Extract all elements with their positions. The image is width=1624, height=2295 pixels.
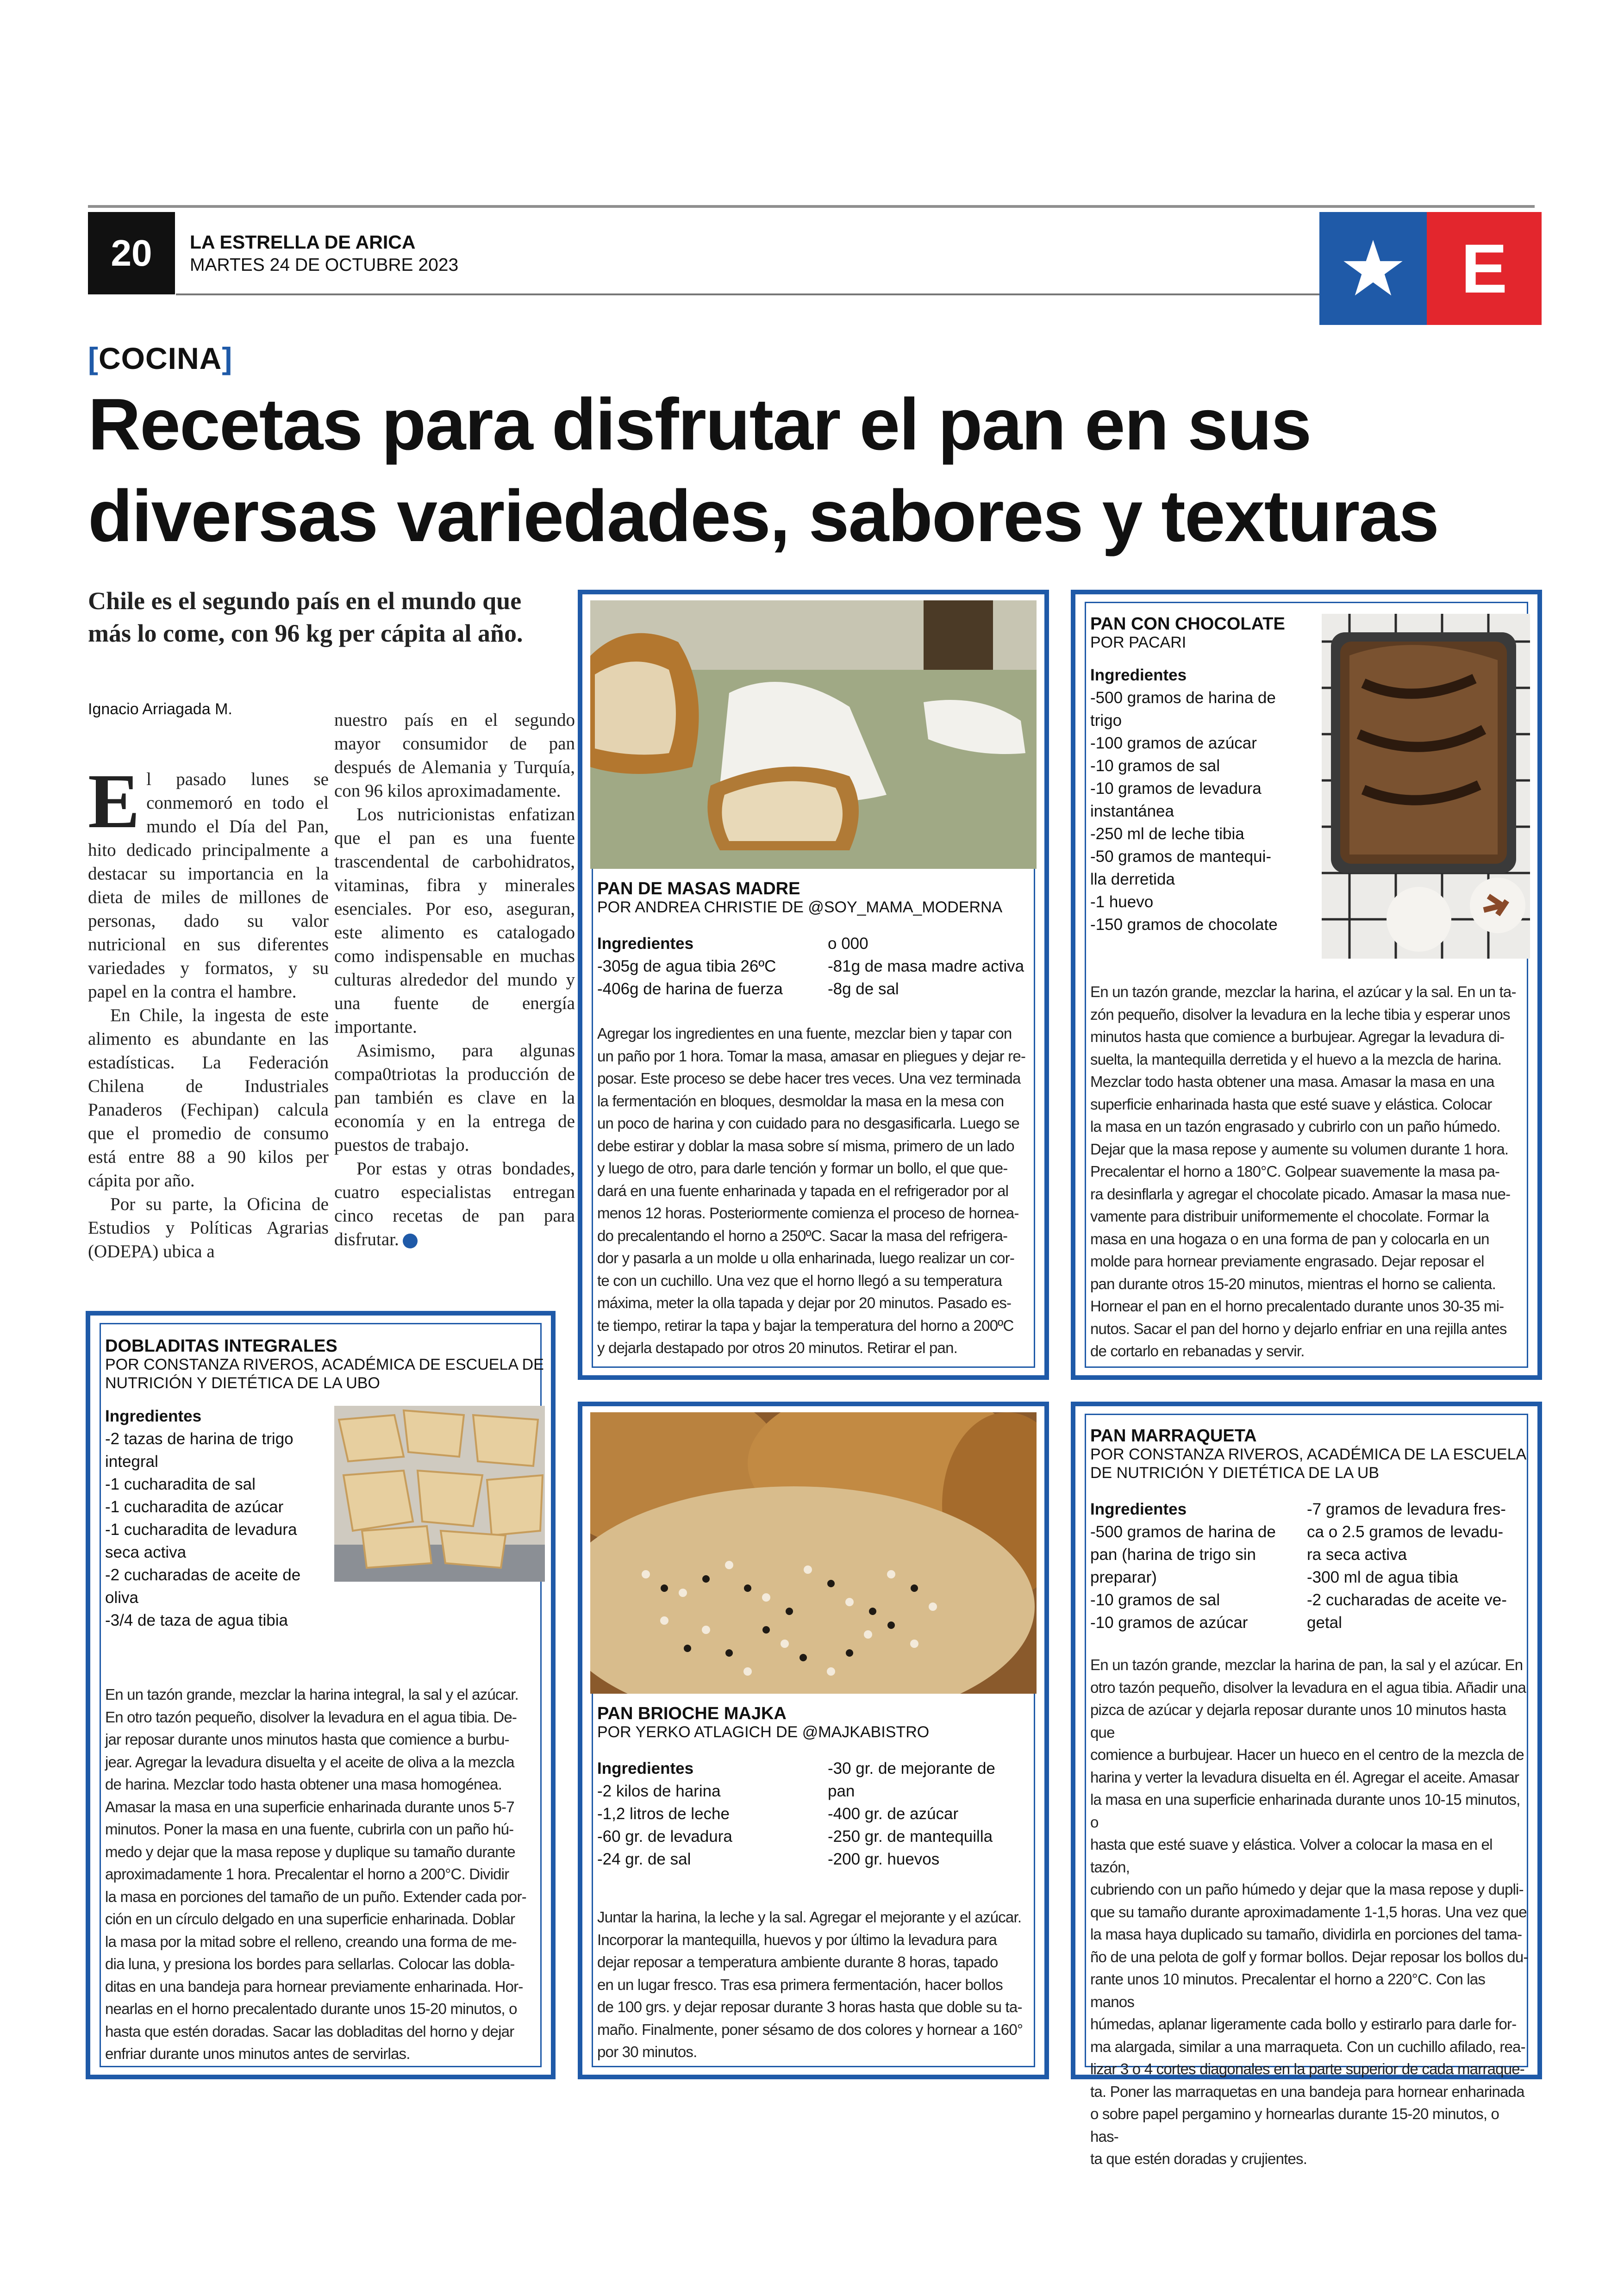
ingredients-label: Ingredientes [105, 1407, 202, 1425]
ingredient: ca o 2.5 gramos de levadu- [1307, 1523, 1504, 1541]
ingredients-column-2 [828, 1757, 995, 1871]
section-label: [COCINA] [88, 341, 233, 375]
ingredient: -2 cucharadas de aceite ve- [1307, 1591, 1507, 1609]
article-paragraph-2: En Chile, la ingesta de este alimento es abundante en las estadísticas. La Federación Chilena de Industriales Panaderos (Fechipan) calcula que el promedio de consumo está entre 88 a 90 kilos per cápita por año. [88, 1005, 329, 1191]
ingredients-list [1090, 664, 1312, 936]
ingredient: -10 gramos de levadura [1090, 780, 1262, 798]
ingredients-label: Ingredientes [597, 1759, 694, 1777]
ingredient: -200 gr. huevos [828, 1850, 940, 1868]
headline-line-1: Recetas para disfrutar el pan en sus [88, 384, 1311, 465]
ingredient: -400 gr. de azúcar [828, 1805, 959, 1823]
newspaper-name: LA ESTRELLA DE ARICA [190, 231, 416, 253]
ingredient: -305g de agua tibia 26ºC [597, 957, 776, 975]
star-icon [1319, 212, 1427, 325]
recipe-author: POR YERKO ATLAGICH DE @MAJKABISTRO [597, 1723, 930, 1741]
article-paragraph-4: nuestro país en el segundo mayor consumidor de pan después de Alemania y Turquía, con 96 kilos aproximadamente. [334, 710, 575, 801]
top-rule [88, 205, 1535, 208]
ingredient: -250 ml de leche tibia [1090, 825, 1244, 843]
ingredient: -250 gr. de mantequilla [828, 1827, 993, 1846]
ingredient: -50 gramos de mantequi- [1090, 848, 1272, 866]
ingredient: -1,2 litros de leche [597, 1805, 730, 1823]
page-number: 20 [88, 212, 175, 294]
ingredient: preparar) [1090, 1568, 1157, 1586]
sourdough-bread-photo [590, 600, 1037, 869]
article-paragraph-5: Los nutricionistas enfatizan que el pan es una fuente trascendental de carbohidratos, vitaminas, fibra y minerales esenciales. Por eso, aseguran, este alimento es catalogado como indispensable en muchas culturas alrededor del mundo y una fuente de energía importante. [334, 804, 575, 1037]
ingredient: -60 gr. de levadura [597, 1827, 732, 1846]
ingredient: trigo [1090, 711, 1122, 730]
ingredient: seca activa [105, 1543, 187, 1561]
recipe-instructions: En un tazón grande, mezclar la harina de pan, la sal y el azúcar. En otro tazón pequeño, disolver la levadura en el agua tibia. Añadir una pizca de azúcar y dejarla reposar durante unos 10 minutos hasta que comience a burbujear. Hacer un hueco en el centro de la mezcla de harina y verter la levadura disuelta en él. Agregar el aceite. Amasar la masa en una superficie enharinada durante unos 10-15 minutos, o hasta que esté suave y elástica. Volver a colocar la masa en el tazón, cubriendo con un paño húmedo y dejar que la masa repose y dupli- que su tamaño durante aproximadamente 1-1,5 horas. Una vez que la masa haya duplicado su tamaño, dividirla en porciones del tama- ño de una pelota de golf y formar bollos. Dejar reposar los bollos du- rante unos 10 minutos. Precalentar el horno a 220°C. Con las manos húmedas, aplanar ligeramente cada bollo y estirarlo para darle for- ma alargada, similar a una marraqueta. Con un cuchillo afilado, rea- lizar 3 o 4 cortes diagonales en la parte superior de cada marraque- ta. Poner las marraquetas en una bandeja para hornear enharinada o sobre papel pergamino y hornearlas durante 15-20 minutos, o has- ta que estén doradas y crujientes. [1090, 1656, 1528, 2167]
article-lead: Chile es el segundo país en el mundo que más lo come, con 96 kg per cápita al año. [88, 587, 523, 647]
header-rule [176, 293, 1319, 295]
recipe-title: DOBLADITAS INTEGRALES [105, 1336, 337, 1356]
recipe-instructions: En un tazón grande, mezclar la harina integral, la sal y el azúcar. En otro tazón pequeño, disolver la levadura en el agua tibia. De- jar reposar durante unos minutos hasta que comience a burbu- jear. Agregar la levadura disuelta y el aceite de oliva a la mezcla de harina. Mezclar todo hasta obtener una masa homogénea. Amasar la masa en una superficie enharinada durante unos 5-7 minutos. Poner la masa en una fuente, cubrirla con un paño hú- medo y dejar que la masa repose y duplique su tamaño durante aproximadamente 1 hora. Precalentar el horno a 200°C. Dividir la masa en porciones del tamaño de un puño. Extender cada por- ción en un círculo delgado en una superficie enharinada. Doblar la masa por la mitad sobre el relleno, creando una forma de me- dia luna, y presiona los bordes para sellarlas. Colocar las dobla- ditas en una bandeja para hornear previamente enharinada. Hor- nearlas en el horno precalentado durante unos 15-20 minutos, o hasta que estén doradas. Sacar las dobladitas del horno y dejar enfriar durante unos minutos antes de servirlas. [105, 1686, 526, 2062]
ingredient: o 000 [828, 935, 868, 953]
ingredients-column-2 [828, 932, 1024, 1000]
ingredient: -2 cucharadas de aceite de [105, 1566, 301, 1584]
drop-cap: E [88, 758, 140, 844]
recipe-title: PAN DE MASAS MADRE [597, 879, 800, 898]
article-column-2 [334, 708, 575, 1251]
ingredient: -1 cucharadita de azúcar [105, 1498, 284, 1516]
end-of-article-icon [403, 1234, 418, 1248]
ingredient: -7 gramos de levadura fres- [1307, 1500, 1506, 1518]
recipe-author-line-1: POR CONSTANZA RIVEROS, ACADÉMICA DE LA ESCUELA [1090, 1446, 1527, 1463]
article-paragraph-3: Por su parte, la Oficina de Estudios y Políticas Agrarias (ODEPA) ubica a [88, 1194, 329, 1261]
ingredient: pan (harina de trigo sin [1090, 1546, 1256, 1564]
ingredient: ra seca activa [1307, 1546, 1407, 1564]
ingredient: getal [1307, 1614, 1342, 1632]
ingredient: -10 gramos de sal [1090, 757, 1220, 775]
recipe-box-dobladitas [86, 1311, 556, 2079]
dobladitas-photo [334, 1406, 545, 1582]
recipe-title: PAN BRIOCHE MAJKA [597, 1704, 787, 1723]
ingredient: -10 gramos de sal [1090, 1591, 1220, 1609]
ingredient: -1 cucharadita de levadura [105, 1521, 297, 1539]
article-paragraph-6: Asimismo, para algunas compa0triotas la producción de pan también es clave en la economía y en la entrega de puestos de trabajo. [334, 1041, 575, 1155]
ingredient: -8g de sal [828, 980, 899, 998]
publication-date: MARTES 24 DE OCTUBRE 2023 [190, 255, 459, 275]
ingredient: -3/4 de taza de agua tibia [105, 1611, 288, 1629]
ingredient: -406g de harina de fuerza [597, 980, 783, 998]
headline-line-2: diversas variedades, sabores y texturas [88, 475, 1438, 557]
ingredients-column-1 [1090, 1498, 1276, 1634]
chocolate-bread-photo [1322, 614, 1530, 959]
ingredient: -2 tazas de harina de trigo [105, 1430, 294, 1448]
headline [88, 379, 1546, 562]
recipe-author: POR ANDREA CHRISTIE DE @SOY_MAMA_MODERNA [597, 898, 1003, 916]
ingredient: -500 gramos de harina de [1090, 1523, 1276, 1541]
recipe-author: POR PACARI [1090, 634, 1187, 651]
recipe-author-line-2: DE NUTRICIÓN Y DIETÉTICA DE LA UB [1090, 1464, 1380, 1482]
logo-letter: E [1461, 229, 1508, 307]
ingredient: -1 huevo [1090, 893, 1154, 911]
recipe-author-line-2: NUTRICIÓN Y DIETÉTICA DE LA UBO [105, 1374, 380, 1392]
recipe-title: PAN MARRAQUETA [1090, 1426, 1257, 1446]
ingredients-label: Ingredientes [1090, 666, 1187, 684]
ingredients-column-1 [597, 932, 783, 1000]
ingredient: -24 gr. de sal [597, 1850, 691, 1868]
recipe-instructions: Juntar la harina, la leche y la sal. Agregar el mejorante y el azúcar. Incorporar la mantequilla, huevos y por último la levadura para dejar reposar a temperatura ambiente durante 8 horas, tapado en un lugar fresco. Tras esa primera fermentación, hacer bollos de 100 grs. y dejar reposar durante 3 horas hasta que doble su ta- maño. Finalmente, poner sésamo de dos colores y hornear a 160° por 30 minutos. [597, 1908, 1023, 2060]
ingredient: -81g de masa madre activa [828, 957, 1024, 975]
ingredient: -150 gramos de chocolate [1090, 916, 1278, 934]
recipe-box-masa-madre [578, 590, 1049, 1380]
article-paragraph-7: Por estas y otras bondades, cuatro especialistas entregan cinco recetas de pan para disfrutar. [334, 1159, 575, 1249]
ingredient: -2 kilos de harina [597, 1782, 721, 1800]
article-paragraph-1: El pasado lunes se conmemoró en todo el mundo el Día del Pan, hito dedicado principalmente a destacar su importancia en la dieta de miles de millones de personas, dado su valor nutricional en sus diferentes variedades y formatos, y su papel en la contra el hambre. [88, 758, 329, 1002]
ingredients-list [105, 1405, 327, 1632]
ingredient: -300 ml de agua tibia [1307, 1568, 1458, 1586]
ingredient: -30 gr. de mejorante de [828, 1759, 995, 1777]
ingredients-column-1 [597, 1757, 732, 1871]
ingredient: integral [105, 1453, 158, 1471]
ingredient: lla derretida [1090, 870, 1175, 888]
ingredients-label: Ingredientes [1090, 1500, 1187, 1518]
ingredient: -500 gramos de harina de [1090, 689, 1276, 707]
recipe-instructions: En un tazón grande, mezclar la harina, el azúcar y la sal. En un ta- zón pequeño, disolver la levadura en la leche tibia y esperar unos minutos hasta que comience a burbujear. Agregar la levadura di- suelta, la mantequilla derretida y el huevo a la mezcla de harina. Mezclar todo hasta obtener una masa. Amasar la masa en una superficie enharinada hasta que esté suave y elástica. Colocar la masa en un tazón engrasado y cubrirlo con un paño húmedo. Dejar que la masa repose y aumente su volumen durante 1 hora. Precalentar el horno a 180°C. Golpear suavemente la masa pa- ra desinflarla y agregar el chocolate picado. Amasar la masa nue- vamente para distribuir uniformemente el chocolate. Formar la masa en una hogaza o en una forma de pan y colocarla en un molde para hornear previamente engrasado. Dejar reposar el pan durante otros 15-20 minutos, mientras el horno se calienta. Hornear el pan en el horno precalentado durante unos 30-35 mi- nutos. Sacar el pan del horno y dejarlo enfriar en una rejilla antes de cortarlo en rebanadas y servir. [1090, 983, 1516, 1360]
ingredients-column-2 [1307, 1498, 1507, 1634]
recipe-instructions: Agregar los ingredientes en una fuente, mezclar bien y tapar con un paño por 1 hora. Tomar la masa, amasar en pliegues y dejar re- posar. Este proceso se debe hacer tres veces. Una vez terminada la fermentación en bloques, desmoldar la masa en la mesa con un poco de harina y con cuidado para no desgasificarla. Luego se debe estirar y doblar la masa sobre sí misma, primero de un lado y luego de otro, para darle tención y formar un bollo, el que que- dará en una fuente enharinada y tapada en el refrigerador por al menos 12 horas. Posteriormente comienza el proceso de hornea- do precalentando el horno a 250ºC. Sacar la masa del refrigera- dor y pasarla a un molde u olla enharinada, luego realizar un cor- te con un cuchillo. Una vez que el horno llegó a su temperatura máxima, meter la olla tapada y dejar por 20 minutos. Pasado es- te tiempo, retirar la tapa y bajar la temperatura del horno a 200ºC y dejarla destapado por otros 20 minutos. Retirar el pan. [597, 1025, 1026, 1356]
ingredient: -10 gramos de azúcar [1090, 1614, 1248, 1632]
recipe-title: PAN CON CHOCOLATE [1090, 614, 1285, 634]
ingredients-label: Ingredientes [597, 935, 694, 953]
ingredient: -1 cucharadita de sal [105, 1475, 256, 1493]
ingredient: pan [828, 1782, 855, 1800]
article-column-1 [88, 758, 329, 1263]
ingredient: oliva [105, 1589, 138, 1607]
recipe-box-chocolate [1071, 590, 1542, 1380]
article-byline: Ignacio Arriagada M. [88, 700, 232, 718]
brioche-photo [590, 1412, 1037, 1694]
ingredient: -100 gramos de azúcar [1090, 734, 1257, 752]
recipe-box-brioche [578, 1402, 1049, 2079]
ingredient: instantánea [1090, 802, 1174, 820]
recipe-author-line-1: POR CONSTANZA RIVEROS, ACADÉMICA DE ESCUELA DE [105, 1356, 544, 1373]
recipe-box-marraqueta [1071, 1402, 1542, 2167]
